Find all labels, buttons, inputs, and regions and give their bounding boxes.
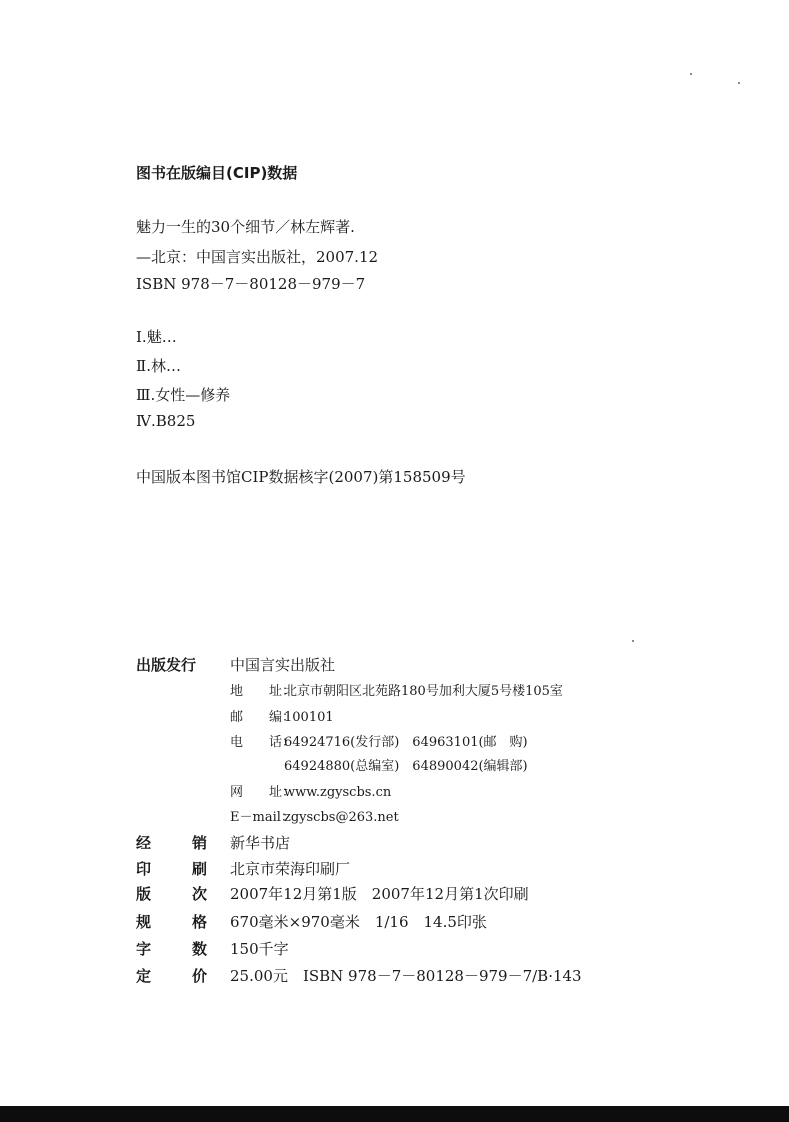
cip-book-title: 魅力一生的30个细节／林左辉著. xyxy=(136,218,355,236)
format-label-1: 规 xyxy=(136,913,152,931)
cip-subject-2: Ⅱ.林… xyxy=(136,357,181,375)
cip-number: 中国版本图书馆CIP数据核字(2007)第158509号 xyxy=(136,468,466,486)
address-key: 地 址： xyxy=(230,684,296,699)
email-key: E－mail： xyxy=(230,810,294,825)
postcode-value: 100101 xyxy=(284,710,334,725)
web-key: 网 址： xyxy=(230,785,296,800)
postcode-key: 邮 编： xyxy=(230,710,296,725)
edition-label-1: 版 xyxy=(136,885,152,903)
email-value: zgyscbs@263.net xyxy=(284,810,399,825)
address-value: 北京市朝阳区北苑路180号加利大厦5号楼105室 xyxy=(284,684,563,699)
publisher-phone-row xyxy=(230,731,528,750)
printer-label-1: 印 xyxy=(136,860,152,878)
scan-speck xyxy=(690,73,692,75)
cip-subject-3: Ⅲ.女性—修养 xyxy=(136,386,231,404)
format-label-2: 格 xyxy=(192,913,208,931)
edition-label-2: 次 xyxy=(192,885,208,903)
publisher-postcode-row xyxy=(230,706,334,725)
scan-speck xyxy=(632,640,634,642)
cip-publication-info: —北京：中国言实出版社，2007.12 xyxy=(136,248,379,266)
edition-value: 2007年12月第1版 2007年12月第1次印刷 xyxy=(230,885,529,903)
publisher-web-row xyxy=(230,781,391,800)
format-value: 670毫米×970毫米 1/16 14.5印张 xyxy=(230,913,487,931)
scan-bottom-edge xyxy=(0,1106,789,1122)
publisher-address-row xyxy=(230,680,563,699)
phone-value-1: 64924716(发行部) 64963101(邮 购) xyxy=(284,735,528,750)
printer-value: 北京市荣海印刷厂 xyxy=(230,860,351,878)
publisher-phone-row-2: 64924880(总编室) 64890042(编辑部) xyxy=(284,759,528,774)
distributor-label-1: 经 xyxy=(136,834,152,852)
phone-key: 电 话： xyxy=(230,735,296,750)
web-value: www.zgyscbs.cn xyxy=(284,785,392,800)
wordcount-value: 150千字 xyxy=(230,940,289,958)
publisher-label: 出版发行 xyxy=(136,656,197,674)
cip-isbn: ISBN 978－7－80128－979－7 xyxy=(136,275,366,293)
price-label-2: 价 xyxy=(192,967,208,985)
distributor-value: 新华书店 xyxy=(230,834,291,852)
publisher-email-row xyxy=(230,806,399,825)
publisher-name: 中国言实出版社 xyxy=(230,656,336,674)
wordcount-label-2: 数 xyxy=(192,940,208,958)
price-label-1: 定 xyxy=(136,967,152,985)
cip-subject-4: Ⅳ.B825 xyxy=(136,412,196,430)
distributor-label-2: 销 xyxy=(192,834,208,852)
cip-heading: 图书在版编目(CIP)数据 xyxy=(136,164,298,182)
cip-subject-1: Ⅰ.魅… xyxy=(136,328,177,346)
wordcount-label-1: 字 xyxy=(136,940,152,958)
scan-speck xyxy=(738,82,740,84)
printer-label-2: 刷 xyxy=(192,860,208,878)
price-value: 25.00元 ISBN 978－7－80128－979－7/B·143 xyxy=(230,967,582,985)
